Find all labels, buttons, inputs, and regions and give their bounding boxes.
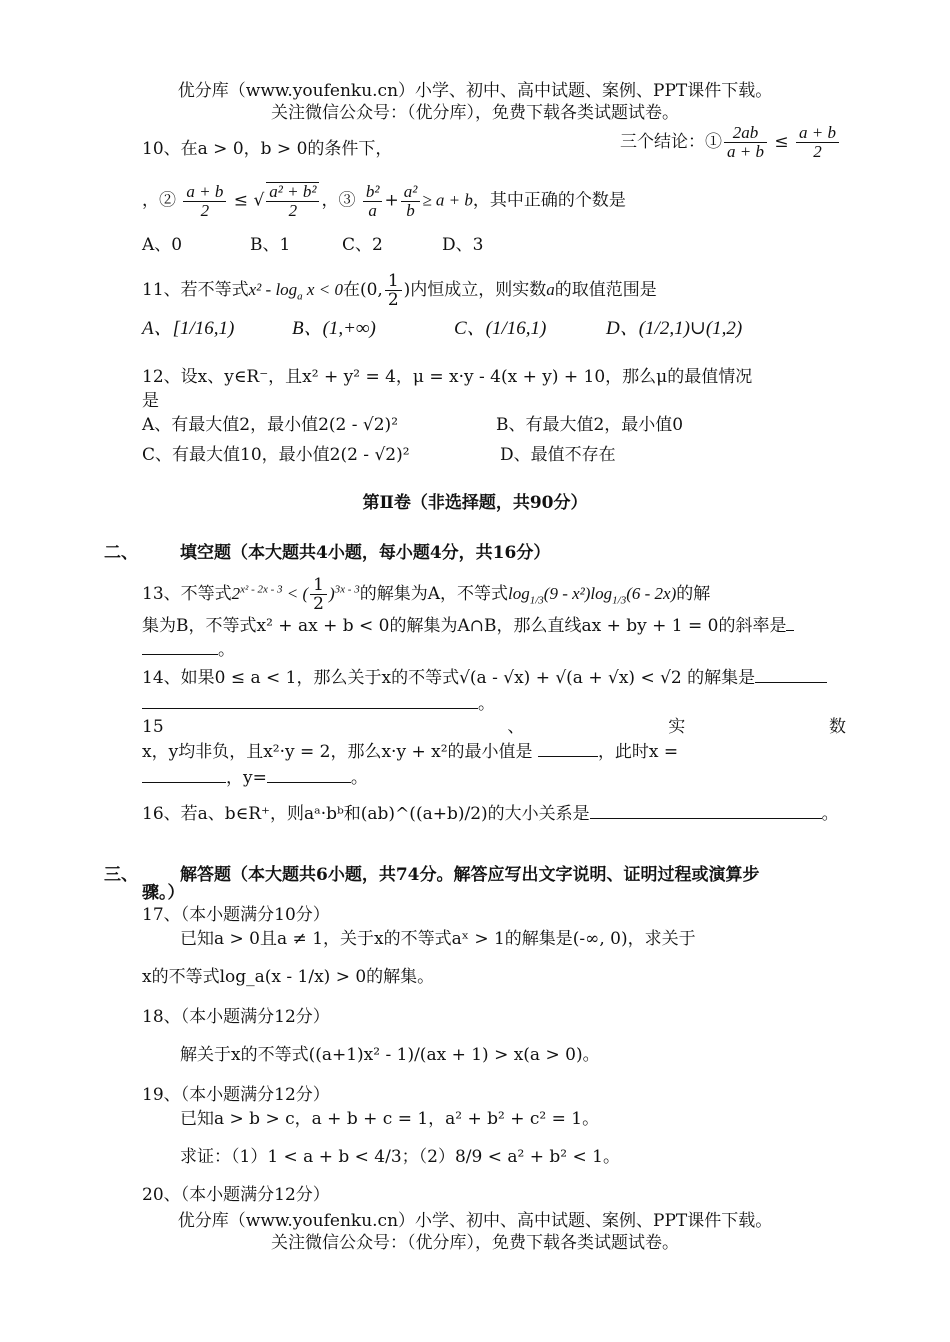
- q10-line-1: [142, 123, 846, 161]
- q14-line-1: [142, 666, 846, 689]
- q18-line-1: 解关于x的不等式((a+1)x² - 1)/(ax + 1) > x(a > 0)。: [180, 1045, 600, 1065]
- q13-line-3: [142, 638, 846, 661]
- q16-blank: [590, 802, 822, 819]
- q13-mid: 的解集为A，不等式: [359, 584, 508, 604]
- q11-option-c: C、(1/16,1): [454, 318, 547, 339]
- q11-frac: $\frac{1}{2}$: [385, 272, 402, 309]
- q10-conclusions: 三个结论：① $\frac{2ab}{a + b}$ ≤ $\frac{a + b}{2}$: [620, 124, 841, 161]
- q16-line: [142, 802, 846, 825]
- q14-blank-1: [755, 666, 827, 683]
- q10-frac-5: $\frac{\text{b²}}{a}$: [363, 183, 383, 220]
- q10-line-2: ，② $\frac{a + b}{2}$ ≤ √ $\frac{\text{a² + b²}}{2}$ ，③ $\frac{\text{b²}}{a}$ + $\frac{\text{a²}}{b}$ ≥ a + b，其中正确的个数是: [142, 181, 626, 220]
- q14-line-2: [142, 692, 846, 715]
- q10-conclusion-label: 三个结论：①: [620, 132, 722, 152]
- q17-head: 17、（本小题满分10分）: [142, 905, 330, 925]
- q13-tail: 的解: [676, 584, 711, 604]
- q10-tail: ，其中正确的个数是: [472, 190, 626, 211]
- section2-heading: [104, 538, 550, 563]
- q10-frac-apb: $\frac{a + b}{2}$: [796, 124, 839, 161]
- q15-line-2: [142, 740, 846, 763]
- q15-blank-2: [142, 766, 226, 783]
- q17-line-1: 已知a > 0且a ≠ 1，关于x的不等式aˣ > 1的解集是(-∞, 0)，求关于: [180, 929, 696, 949]
- q13-frac: $\frac{1}{2}$: [310, 576, 327, 613]
- q15-line2-tail: ，此时x =: [597, 742, 679, 762]
- q11-option-d: D、(1/2,1)∪(1,2): [606, 318, 743, 339]
- q10-options: [142, 234, 846, 256]
- q14-text: 14、如果0 ≤ a < 1，那么关于x的不等式√(a - √x) + √(a + √x) < √2 的解集是: [142, 668, 756, 688]
- footer-line-1: 优分库（www.youfenku.cn）小学、初中、高中试题、案例、PPT课件下载。: [177, 1211, 773, 1231]
- q12-options-row-1: [142, 414, 846, 436]
- header-line-1: 优分库（www.youfenku.cn）小学、初中、高中试题、案例、PPT课件下载。: [177, 81, 773, 101]
- q19-line-2: 求证：（1）1 < a + b < 4/3；（2）8/9 < a² + b² < 1。: [180, 1147, 620, 1167]
- q10-option-b: B、1: [250, 235, 291, 255]
- section3-title: 解答题（本大题共6小题，共74分。解答应写出文字说明、证明过程或演算步: [180, 865, 760, 885]
- q15-w2: 、: [507, 717, 525, 737]
- q15-w3: 实: [668, 717, 686, 737]
- q18-head: 18、（本小题满分12分）: [142, 1007, 330, 1027]
- q12-options-row-2: [142, 444, 846, 466]
- q19-line-1: 已知a > b > c，a + b + c = 1，a² + b² + c² = 1。: [180, 1109, 600, 1129]
- q15-line-1: [142, 716, 846, 738]
- q10-option-a: A、0: [142, 235, 183, 255]
- q15-w1: 15: [142, 717, 164, 737]
- q10-option-d: D、3: [442, 235, 484, 255]
- q15-end: 。: [350, 768, 368, 788]
- q11-text-post: 内恒成立，则实数: [410, 280, 547, 300]
- q12-line-1: 12、设x、y∈R⁻，且x² + y² = 4，μ = x·y - 4(x + y) + 10，那么μ的最值情况: [142, 367, 753, 387]
- q17-line-2: x的不等式log_a(x - 1/x) > 0的解集。: [142, 967, 435, 987]
- section2-num: 二、: [104, 543, 138, 563]
- q14-blank-2: [142, 692, 478, 709]
- q15-line-3: [142, 766, 846, 789]
- q13-pre: 13、不等式: [142, 584, 232, 604]
- q15-mid: ，y=: [226, 768, 267, 788]
- part2-title: 第Ⅱ卷（非选择题，共90分）: [362, 493, 588, 513]
- q16-end: 。: [821, 804, 839, 824]
- section3-num: 三、: [104, 865, 138, 885]
- q11-options: [142, 318, 846, 340]
- q13-end: 。: [218, 640, 235, 660]
- q11-text-tail: 的取值范围是: [554, 280, 657, 300]
- q15-blank-3: [267, 766, 351, 783]
- q11-text-pre: 11、若不等式: [142, 280, 249, 300]
- q15-w4: 数: [828, 717, 846, 737]
- q15-line2: x，y均非负，且x²·y = 2，那么x·y + x²的最小值是: [142, 742, 533, 762]
- section3-title-2: 骤。）: [142, 883, 185, 903]
- q12-option-a: A、有最大值2，最小值2(2 - √2)²: [142, 415, 399, 435]
- footer-line-2: 关注微信公众号：（优分库），免费下载各类试题试卷。: [271, 1233, 679, 1253]
- q12-option-c: C、有最大值10，最小值2(2 - √2)²: [142, 445, 410, 465]
- q20-head: 20、（本小题满分12分）: [142, 1185, 330, 1205]
- q16-text: 16、若a、b∈R⁺，则aᵃ·bᵇ和(ab)^((a+b)/2)的大小关系是: [142, 804, 590, 824]
- q15-blank-1: [538, 740, 598, 757]
- q13-line-1: 13、不等式$2^{x^2 - 2x - 3}$ < ( $\frac{1}{2}$ )$^{3x - 3}$的解集为A，不等式$\log_{1/3}(9 - x^2)\log_{1/3}(6 - 2x)$的解: [142, 575, 711, 614]
- q10-frac-4: $\frac{\text{a² + b²}}{2}$: [266, 182, 319, 220]
- section2-title: 填空题（本大题共4小题，每小题4分，共16分）: [180, 543, 551, 563]
- q11-option-a: A、[1/16,1): [142, 318, 235, 339]
- q10-frac-3: $\frac{a + b}{2}$: [183, 183, 226, 220]
- q13-blank-start: [786, 614, 794, 631]
- header-line-2: 关注微信公众号：（优分库），免费下载各类试题试卷。: [271, 103, 679, 123]
- q10-option-c: C、2: [342, 235, 383, 255]
- q13-line2: 集为B，不等式x² + ax + b < 0的解集为A∩B，那么直线ax + by + 1 = 0的斜率是: [142, 616, 787, 636]
- q10-intro: 10、在a > 0，b > 0的条件下，: [142, 139, 393, 159]
- q19-head: 19、（本小题满分12分）: [142, 1085, 330, 1105]
- q10-frac-6: $\frac{\text{a²}}{b}$: [401, 183, 421, 220]
- q13-line-2: [142, 614, 846, 637]
- q13-blank: [142, 638, 218, 655]
- q12-option-b: B、有最大值2，最小值0: [496, 415, 684, 435]
- q14-end: 。: [478, 694, 495, 714]
- q12-option-d: D、最值不存在: [500, 445, 616, 465]
- q11-option-b: B、(1,+∞): [292, 318, 376, 339]
- q12-line-2: 是: [142, 391, 159, 411]
- q10-frac-2ab: $\frac{2ab}{a + b}$: [724, 124, 767, 161]
- q11-line-1: 11、若不等式$x^2 - \log_a x < 0$在(0, $\frac{1}{2}$ )内恒成立，则实数a的取值范围是: [142, 271, 657, 310]
